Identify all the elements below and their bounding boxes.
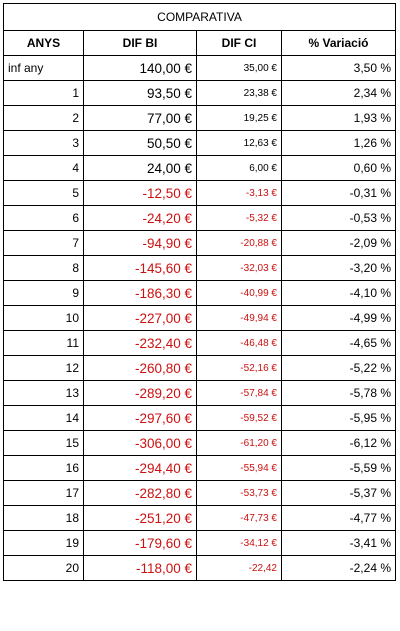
year-cell: 8	[4, 256, 84, 281]
year-cell: 7	[4, 231, 84, 256]
variacio-cell: 1,93 %	[282, 106, 396, 131]
dif-bi-cell: -94,90 €	[84, 231, 197, 256]
comparison-table	[3, 3, 396, 581]
dif-bi-cell: -282,80 €	[84, 481, 197, 506]
dif-bi-cell: -227,00 €	[84, 306, 197, 331]
table-row	[4, 56, 396, 81]
dif-ci-cell: -61,20 €	[197, 431, 282, 456]
table-row	[4, 106, 396, 131]
year-cell: 16	[4, 456, 84, 481]
dif-bi-cell: 50,50 €	[84, 131, 197, 156]
dif-ci-cell: 23,38 €	[197, 81, 282, 106]
table-row	[4, 231, 396, 256]
dif-bi-cell: -186,30 €	[84, 281, 197, 306]
dif-ci-cell: -53,73 €	[197, 481, 282, 506]
table-row	[4, 406, 396, 431]
dif-ci-cell: -3,13 €	[197, 181, 282, 206]
table-row	[4, 381, 396, 406]
dif-bi-cell: -179,60 €	[84, 531, 197, 556]
year-cell: 15	[4, 431, 84, 456]
table-row	[4, 131, 396, 156]
variacio-cell: -5,37 %	[282, 481, 396, 506]
year-cell: 17	[4, 481, 84, 506]
table-row	[4, 506, 396, 531]
year-cell: 18	[4, 506, 84, 531]
header-row	[4, 31, 396, 56]
variacio-cell: -5,59 %	[282, 456, 396, 481]
variacio-cell: 0,60 %	[282, 156, 396, 181]
dif-ci-cell: -59,52 €	[197, 406, 282, 431]
table-row	[4, 81, 396, 106]
variacio-cell: 3,50 %	[282, 56, 396, 81]
variacio-cell: -0,53 %	[282, 206, 396, 231]
variacio-cell: -4,99 %	[282, 306, 396, 331]
variacio-cell: -5,78 %	[282, 381, 396, 406]
dif-ci-cell: -49,94 €	[197, 306, 282, 331]
dif-ci-cell: -32,03 €	[197, 256, 282, 281]
dif-bi-cell: -289,20 €	[84, 381, 197, 406]
variacio-cell: -4,77 %	[282, 506, 396, 531]
table-body	[4, 56, 396, 581]
dif-bi-cell: -12,50 €	[84, 181, 197, 206]
table-row	[4, 206, 396, 231]
table-row	[4, 281, 396, 306]
table-row	[4, 431, 396, 456]
dif-ci-cell: -52,16 €	[197, 356, 282, 381]
dif-bi-cell: -306,00 €	[84, 431, 197, 456]
dif-bi-cell: -251,20 €	[84, 506, 197, 531]
year-cell: 4	[4, 156, 84, 181]
variacio-cell: -3,41 %	[282, 531, 396, 556]
dif-ci-cell: -55,94 €	[197, 456, 282, 481]
table-row	[4, 556, 396, 581]
dif-bi-cell: -294,40 €	[84, 456, 197, 481]
year-cell: inf any	[4, 56, 84, 81]
year-cell: 10	[4, 306, 84, 331]
dif-ci-cell: -20,88 €	[197, 231, 282, 256]
variacio-cell: -4,10 %	[282, 281, 396, 306]
dif-bi-cell: -260,80 €	[84, 356, 197, 381]
table-row	[4, 456, 396, 481]
table-row	[4, 531, 396, 556]
header-variacio: % Variació	[282, 31, 396, 56]
header-dif-ci: DIF CI	[197, 31, 282, 56]
year-cell: 14	[4, 406, 84, 431]
year-cell: 12	[4, 356, 84, 381]
variacio-cell: 2,34 %	[282, 81, 396, 106]
dif-bi-cell: -145,60 €	[84, 256, 197, 281]
variacio-cell: -3,20 %	[282, 256, 396, 281]
dif-ci-cell: 35,00 €	[197, 56, 282, 81]
variacio-cell: -0,31 %	[282, 181, 396, 206]
year-cell: 6	[4, 206, 84, 231]
dif-ci-cell: -34,12 €	[197, 531, 282, 556]
dif-bi-cell: 93,50 €	[84, 81, 197, 106]
header-dif-bi: DIF BI	[84, 31, 197, 56]
dif-ci-cell: -46,48 €	[197, 331, 282, 356]
year-cell: 19	[4, 531, 84, 556]
dif-bi-cell: -297,60 €	[84, 406, 197, 431]
year-cell: 13	[4, 381, 84, 406]
dif-bi-cell: 24,00 €	[84, 156, 197, 181]
dif-bi-cell: 140,00 €	[84, 56, 197, 81]
year-cell: 5	[4, 181, 84, 206]
variacio-cell: -5,95 %	[282, 406, 396, 431]
table-row	[4, 156, 396, 181]
dif-bi-cell: -232,40 €	[84, 331, 197, 356]
variacio-cell: 1,26 %	[282, 131, 396, 156]
variacio-cell: -2,09 %	[282, 231, 396, 256]
dif-bi-cell: -118,00 €	[84, 556, 197, 581]
header-anys: ANYS	[4, 31, 84, 56]
dif-ci-cell: -47,73 €	[197, 506, 282, 531]
dif-ci-cell: 19,25 €	[197, 106, 282, 131]
dif-ci-cell: -40,99 €	[197, 281, 282, 306]
dif-bi-cell: 77,00 €	[84, 106, 197, 131]
table-row	[4, 256, 396, 281]
dif-ci-cell: -57,84 €	[197, 381, 282, 406]
variacio-cell: -4,65 %	[282, 331, 396, 356]
comparison-table-container	[3, 3, 395, 581]
table-row	[4, 181, 396, 206]
dif-bi-cell: -24,20 €	[84, 206, 197, 231]
dif-ci-cell: 12,63 €	[197, 131, 282, 156]
table-title: COMPARATIVA	[4, 4, 396, 31]
table-row	[4, 331, 396, 356]
year-cell: 2	[4, 106, 84, 131]
dif-ci-cell: 6,00 €	[197, 156, 282, 181]
dif-ci-cell: -5,32 €	[197, 206, 282, 231]
variacio-cell: -2,24 %	[282, 556, 396, 581]
year-cell: 20	[4, 556, 84, 581]
table-row	[4, 481, 396, 506]
year-cell: 9	[4, 281, 84, 306]
variacio-cell: -6,12 %	[282, 431, 396, 456]
table-row	[4, 306, 396, 331]
dif-ci-cell: -22,42	[197, 556, 282, 581]
year-cell: 1	[4, 81, 84, 106]
year-cell: 3	[4, 131, 84, 156]
table-row	[4, 356, 396, 381]
variacio-cell: -5,22 %	[282, 356, 396, 381]
year-cell: 11	[4, 331, 84, 356]
